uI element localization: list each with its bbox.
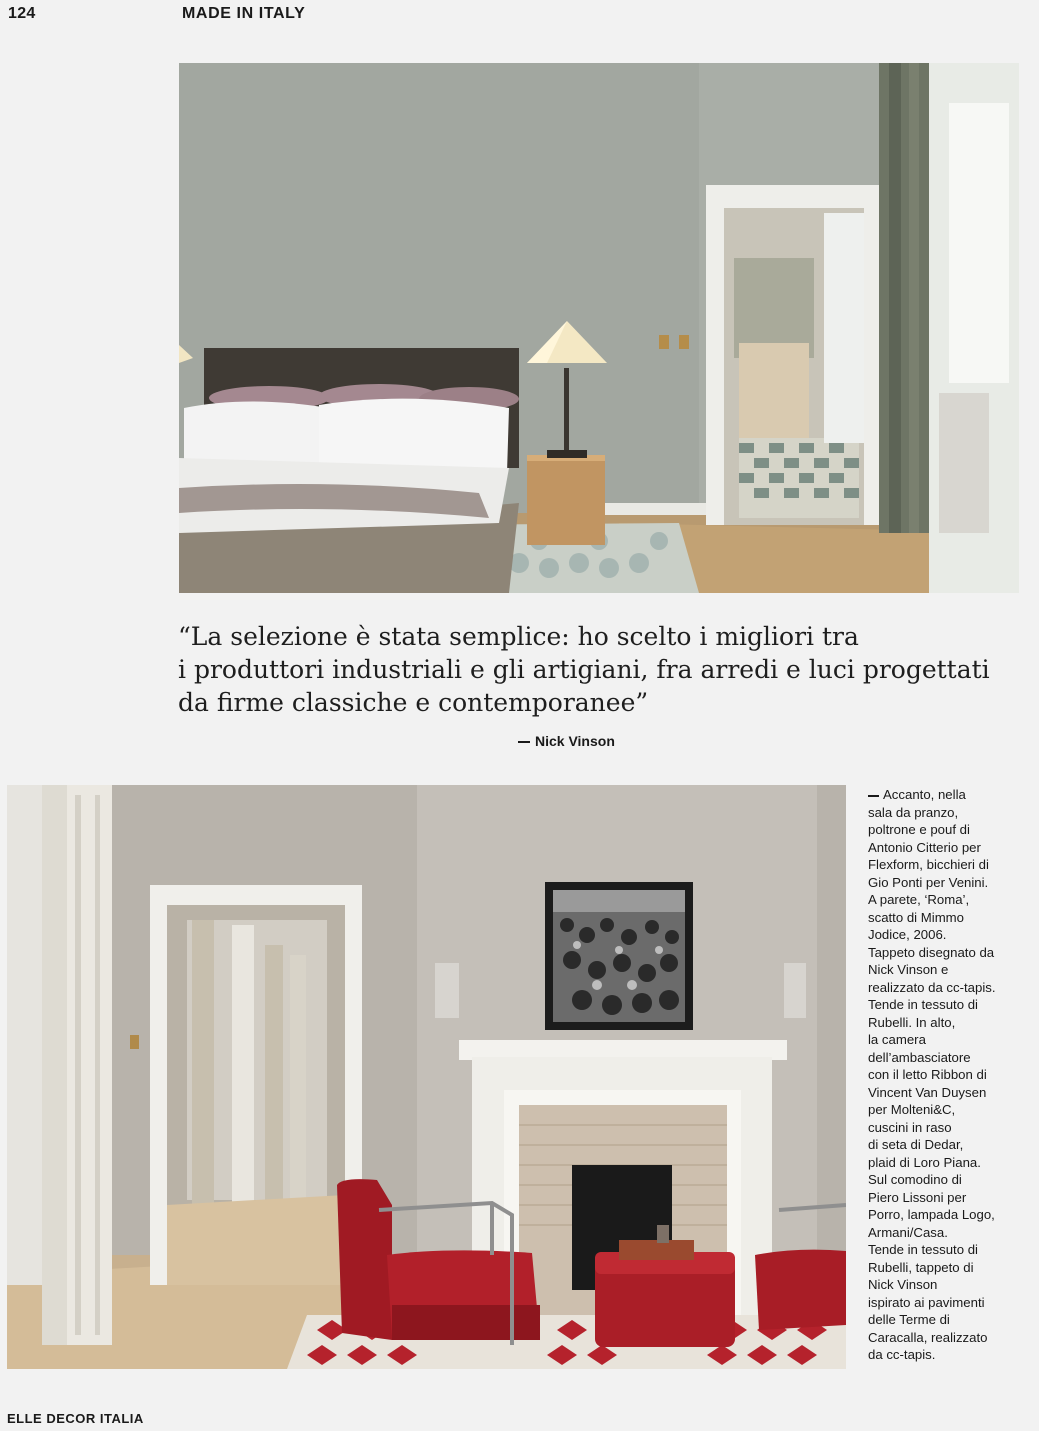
living-room-illustration <box>7 785 846 1369</box>
caption-line: ispirato ai pavimenti <box>868 1294 985 1310</box>
magazine-name: ELLE DECOR ITALIA <box>7 1411 144 1426</box>
caption-line: Sul comodino di <box>868 1172 962 1187</box>
quote-line: i produttori industriali e gli artigiani, fra arredi e luci progettati <box>178 655 990 684</box>
caption-line: Tappeto disegnato da <box>868 944 995 960</box>
caption-line: Nick Vinson <box>868 1277 938 1292</box>
pull-quote <box>178 620 1008 719</box>
photo-caption <box>868 786 1033 1364</box>
caption-line: Jodice, 2006. <box>868 927 947 942</box>
section-title: MADE IN ITALY <box>182 5 306 22</box>
caption-line: Gio Ponti per Venini. <box>868 874 989 890</box>
bedroom-illustration <box>179 63 1019 593</box>
caption-line <box>868 786 1033 804</box>
caption-line: per Molteni&C, <box>868 1102 956 1117</box>
caption-line: dell’ambasciatore <box>868 1049 971 1065</box>
caption-line: Armani/Casa. <box>868 1224 948 1240</box>
caption-line: A parete, ‘Roma’, <box>868 892 970 907</box>
bedroom-photo <box>179 63 1019 593</box>
caption-line: di seta di Dedar, <box>868 1137 964 1152</box>
quote-line: “La selezione è stata semplice: ho scelto i migliori tra <box>178 622 859 651</box>
quote-attribution <box>518 733 615 749</box>
caption-line: Rubelli, tappeto di <box>868 1259 974 1275</box>
attribution-name: Nick Vinson <box>535 733 615 749</box>
caption-line: con il letto Ribbon di <box>868 1067 987 1082</box>
quote-line: da firme classiche e contemporanee” <box>178 688 649 717</box>
caption-line: Flexform, bicchieri di <box>868 857 989 872</box>
dash-mark <box>518 741 530 743</box>
caption-line: Caracalla, realizzato <box>868 1329 988 1345</box>
caption-line: da cc-tapis. <box>868 1347 936 1362</box>
caption-line: sala da pranzo, <box>868 804 959 820</box>
living-room-photo <box>7 785 846 1369</box>
caption-line: poltrone e pouf di <box>868 822 970 837</box>
caption-text: Accanto, nella <box>883 787 966 802</box>
page-number: 124 <box>8 5 36 22</box>
caption-line: realizzato da cc-tapis. <box>868 979 996 995</box>
caption-line: Antonio Citterio per <box>868 839 981 855</box>
caption-line: Rubelli. In alto, <box>868 1014 956 1030</box>
dash-mark <box>868 795 879 797</box>
caption-line: Porro, lampada Logo, <box>868 1207 995 1222</box>
caption-line: la camera <box>868 1032 926 1047</box>
caption-line: cuscini in raso <box>868 1119 952 1135</box>
caption-line: Tende in tessuto di <box>868 997 978 1012</box>
caption-line: Vincent Van Duysen <box>868 1084 987 1100</box>
caption-line: plaid di Loro Piana. <box>868 1154 981 1170</box>
caption-line: delle Terme di <box>868 1312 950 1327</box>
caption-line: scatto di Mimmo <box>868 909 964 925</box>
caption-line: Piero Lissoni per <box>868 1189 967 1205</box>
caption-line: Tende in tessuto di <box>868 1242 978 1257</box>
caption-line: Nick Vinson e <box>868 962 949 977</box>
